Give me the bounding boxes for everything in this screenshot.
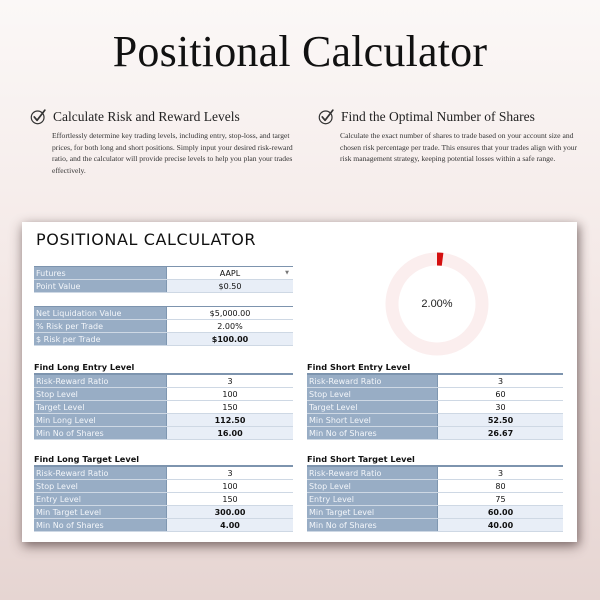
stop-level-input[interactable]: 80 xyxy=(438,480,563,492)
stop-level-input[interactable]: 60 xyxy=(438,388,563,400)
entry-level-input[interactable]: 75 xyxy=(438,493,563,505)
table-row xyxy=(34,401,293,414)
feature-risk-reward xyxy=(30,108,295,176)
min-long-level-value: 112.50 xyxy=(167,414,293,426)
chevron-down-icon[interactable]: ▼ xyxy=(285,270,289,276)
feature-description: Effortlessly determine key trading levels, including entry, stop-loss, and target prices, for both long and short positions. Simply input your desired risk-reward ratio, and the calculator will provide precise levels to help you plan your trades effectively. xyxy=(52,131,293,175)
instrument-table xyxy=(34,266,293,293)
row-label: Point Value xyxy=(34,280,167,292)
risk-dollars-value: $100.00 xyxy=(167,333,293,345)
table-row-point-value xyxy=(34,280,293,293)
short-entry-table xyxy=(307,361,563,440)
table-row-futures xyxy=(34,267,293,280)
row-label: Stop Level xyxy=(307,388,438,400)
table-row xyxy=(34,427,293,440)
stop-level-input[interactable]: 100 xyxy=(167,480,293,492)
table-row xyxy=(34,493,293,506)
risk-donut-chart xyxy=(385,252,489,356)
row-label: Stop Level xyxy=(34,480,167,492)
table-row xyxy=(307,401,563,414)
row-label: Futures xyxy=(34,267,167,279)
table-row-risk-dollars xyxy=(34,333,293,346)
stop-level-input[interactable]: 100 xyxy=(167,388,293,400)
table-row xyxy=(34,480,293,493)
table-row xyxy=(34,519,293,532)
min-shares-value: 4.00 xyxy=(167,519,293,531)
row-label: Min Long Level xyxy=(34,414,167,426)
row-label: Net Liquidation Value xyxy=(34,307,167,319)
section-title: Find Long Target Level xyxy=(34,454,140,464)
section-title: Find Short Entry Level xyxy=(307,362,411,372)
feature-optimal-shares xyxy=(318,108,583,165)
long-target-table xyxy=(34,453,293,532)
table-row xyxy=(307,519,563,532)
table-row xyxy=(307,467,563,480)
table-row xyxy=(307,480,563,493)
entry-level-input[interactable]: 150 xyxy=(167,493,293,505)
table-row xyxy=(307,506,563,519)
table-row-risk-percent xyxy=(34,320,293,333)
table-row xyxy=(34,506,293,519)
table-row xyxy=(307,375,563,388)
min-shares-value: 26.67 xyxy=(438,427,563,439)
hero-title: Positional Calculator xyxy=(112,27,488,76)
min-target-level-value: 300.00 xyxy=(167,506,293,518)
target-level-input[interactable]: 150 xyxy=(167,401,293,413)
row-label: Target Level xyxy=(307,401,438,413)
row-label: % Risk per Trade xyxy=(34,320,167,332)
futures-value: AAPL xyxy=(219,269,241,278)
row-label: Entry Level xyxy=(34,493,167,505)
min-shares-value: 16.00 xyxy=(167,427,293,439)
calculator-sheet xyxy=(22,222,577,542)
target-level-input[interactable]: 30 xyxy=(438,401,563,413)
row-label: Risk-Reward Ratio xyxy=(34,375,167,387)
row-label: Target Level xyxy=(34,401,167,413)
row-label: Min No of Shares xyxy=(34,519,167,531)
table-row xyxy=(34,388,293,401)
account-table xyxy=(34,306,293,346)
risk-reward-input[interactable]: 3 xyxy=(438,375,563,387)
section-title: Find Short Target Level xyxy=(307,454,415,464)
row-label: Risk-Reward Ratio xyxy=(34,467,167,479)
row-label: $ Risk per Trade xyxy=(34,333,167,345)
table-row xyxy=(307,493,563,506)
feature-description: Calculate the exact number of shares to trade based on your account size and chosen risk percentage per trade. This ensures that your trades align with your risk management strategy, keeping potential losses within a safe range. xyxy=(340,131,578,163)
sheet-title: POSITIONAL CALCULATOR xyxy=(36,230,257,249)
table-row xyxy=(307,427,563,440)
futures-dropdown[interactable] xyxy=(167,267,293,279)
risk-percent-input[interactable]: 2.00% xyxy=(167,320,293,332)
table-row xyxy=(34,375,293,388)
min-shares-value: 40.00 xyxy=(438,519,563,531)
feature-title: Find the Optimal Number of Shares xyxy=(341,108,535,124)
table-row xyxy=(34,467,293,480)
min-short-level-value: 52.50 xyxy=(438,414,563,426)
table-row xyxy=(34,414,293,427)
row-label: Min No of Shares xyxy=(34,427,167,439)
table-row-net-liquidation xyxy=(34,307,293,320)
check-circle-icon xyxy=(318,108,335,125)
point-value: $0.50 xyxy=(167,280,293,292)
row-label: Risk-Reward Ratio xyxy=(307,375,438,387)
row-label: Min Target Level xyxy=(34,506,167,518)
row-label: Min Short Level xyxy=(307,414,438,426)
row-label: Min Target Level xyxy=(307,506,438,518)
row-label: Stop Level xyxy=(307,480,438,492)
row-label: Stop Level xyxy=(34,388,167,400)
risk-reward-input[interactable]: 3 xyxy=(167,375,293,387)
check-circle-icon xyxy=(30,108,47,125)
row-label: Min No of Shares xyxy=(307,519,438,531)
row-label: Risk-Reward Ratio xyxy=(307,467,438,479)
row-label: Min No of Shares xyxy=(307,427,438,439)
risk-reward-input[interactable]: 3 xyxy=(438,467,563,479)
section-title: Find Long Entry Level xyxy=(34,362,135,372)
min-target-level-value: 60.00 xyxy=(438,506,563,518)
risk-reward-input[interactable]: 3 xyxy=(167,467,293,479)
feature-title: Calculate Risk and Reward Levels xyxy=(53,108,240,124)
donut-percent-label: 2.00% xyxy=(421,298,453,310)
short-target-table xyxy=(307,453,563,532)
table-row xyxy=(307,388,563,401)
row-label: Entry Level xyxy=(307,493,438,505)
net-liquidation-input[interactable]: $5,000.00 xyxy=(167,307,293,319)
long-entry-table xyxy=(34,361,293,440)
table-row xyxy=(307,414,563,427)
